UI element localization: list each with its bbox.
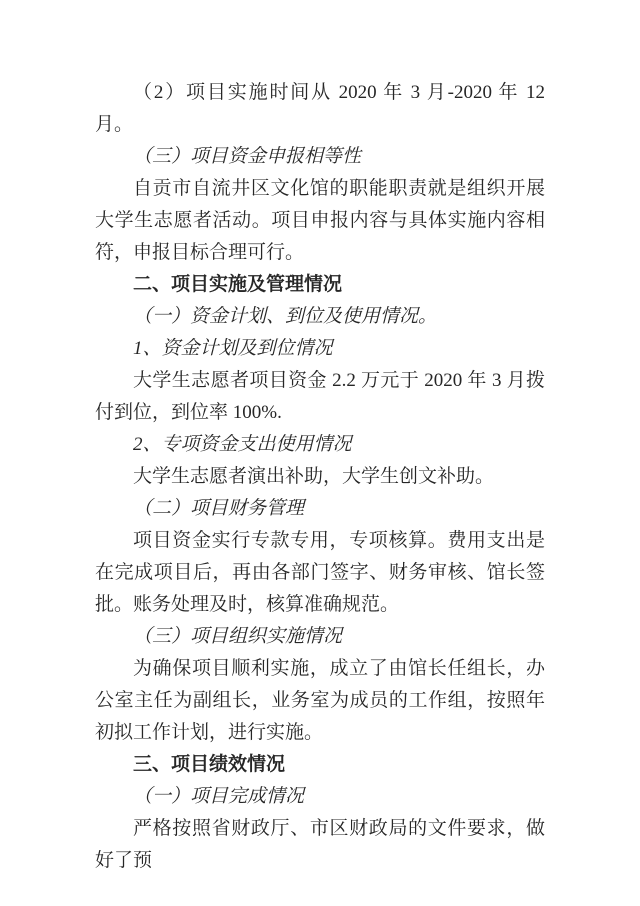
- heading-funding-application-parity: （三）项目资金申报相等性: [133, 146, 362, 167]
- heading-project-completion: （一）项目完成情况: [133, 786, 305, 807]
- heading-special-fund-expenditure: 2、专项资金支出使用情况: [133, 434, 352, 455]
- para-budget-requirements: 严格按照省财政厅、市区财政局的文件要求，做好了预: [95, 818, 545, 871]
- heading-funding-plan-usage: （一）资金计划、到位及使用情况。: [133, 306, 438, 327]
- para-implementation-time: （2）项目实施时间从 2020 年 3 月-2020 年 12 月。: [95, 82, 545, 135]
- heading-funding-plan-arrival: 1、资金计划及到位情况: [133, 338, 333, 359]
- para-org-duties: 自贡市自流井区文化馆的职能职责就是组织开展大学生志愿者活动。项目申报内容与具体实施内容相符，申报目标合理可行。: [95, 178, 545, 263]
- document-text-block: [95, 77, 545, 877]
- heading-financial-management: （二）项目财务管理: [133, 498, 305, 519]
- para-financial-management: 项目资金实行专款专用，专项核算。费用支出是在完成项目后，再由各部门签字、财务审核、馆长签批。账务处理及时，核算准确规范。: [95, 530, 545, 615]
- heading-section-3-performance: 三、项目绩效情况: [133, 754, 286, 775]
- heading-organization-implementation: （三）项目组织实施情况: [133, 626, 343, 647]
- para-organization-workgroup: 为确保项目顺利实施，成立了由馆长任组长，办公室主任为副组长，业务室为成员的工作组，按照年初拟工作计划，进行实施。: [95, 658, 545, 743]
- para-subsidies: 大学生志愿者演出补助，大学生创文补助。: [133, 466, 495, 487]
- para-funding-arrival: 大学生志愿者项目资金 2.2 万元于 2020 年 3 月拨付到位，到位率 100%.: [95, 370, 545, 423]
- heading-section-2-implementation: 二、项目实施及管理情况: [133, 274, 343, 295]
